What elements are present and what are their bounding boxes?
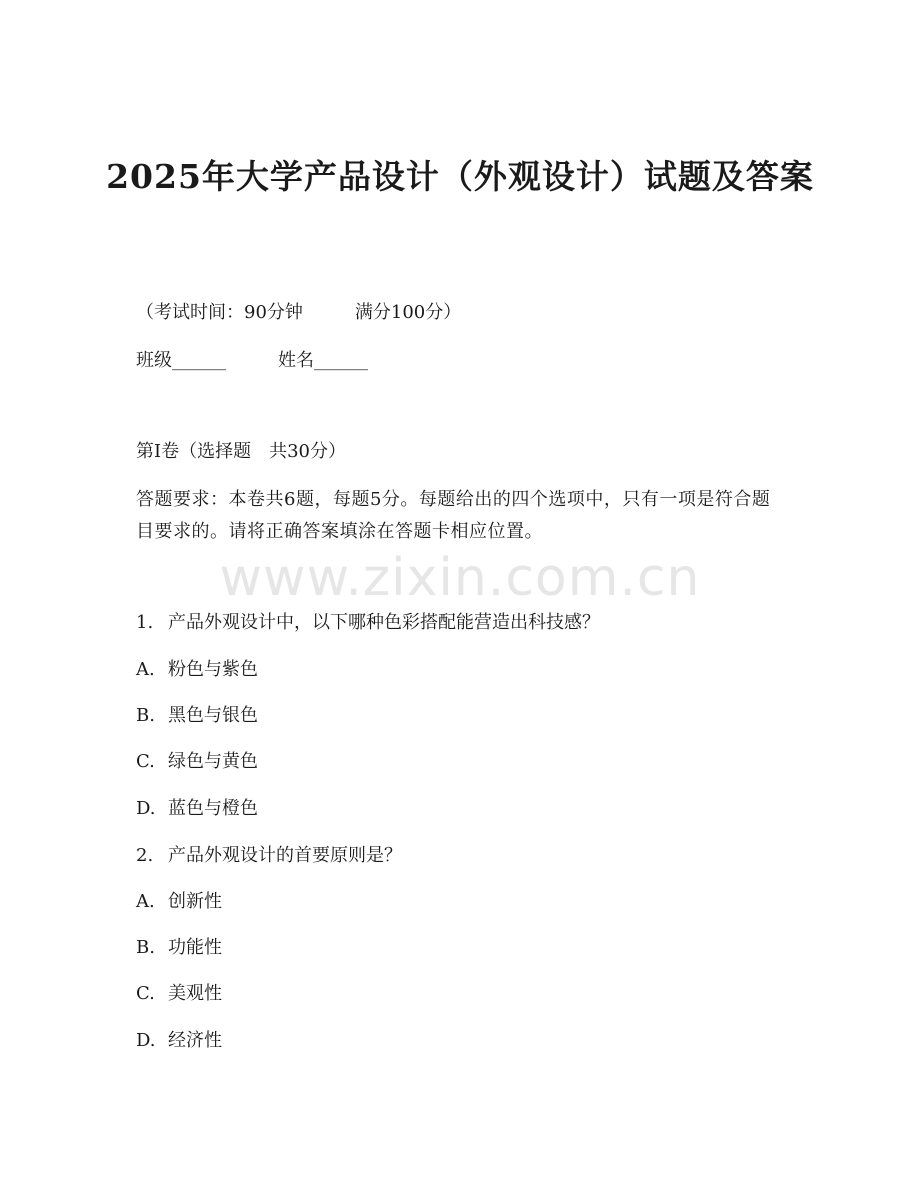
question-1-option-b xyxy=(136,702,258,730)
question-number: 1. xyxy=(136,612,154,633)
exam-full-score: 满分100分） xyxy=(354,302,462,323)
question-2-option-b xyxy=(136,934,222,962)
question-2 xyxy=(136,842,402,870)
student-info xyxy=(136,347,368,375)
name-field: 姓名______ xyxy=(278,350,368,371)
option-text: 绿色与黄色 xyxy=(168,751,258,772)
watermark: www.zixin.com.cn xyxy=(219,548,701,608)
exam-time: （考试时间：90分钟 xyxy=(136,302,303,323)
option-label: B. xyxy=(136,705,155,726)
option-label: A. xyxy=(136,891,155,912)
option-text: 蓝色与橙色 xyxy=(168,798,258,819)
option-text: 经济性 xyxy=(168,1030,222,1051)
question-1-option-a xyxy=(136,656,258,684)
question-2-option-c xyxy=(136,980,222,1008)
option-text: 美观性 xyxy=(168,983,222,1004)
option-label: D. xyxy=(136,798,156,819)
exam-info xyxy=(136,299,461,327)
section-instructions: 答题要求：本卷共6题，每题5分。每题给出的四个选项中，只有一项是符合题目要求的。请将正确答案填涂在答题卡相应位置。 xyxy=(136,489,771,542)
option-label: A. xyxy=(136,659,155,680)
question-number: 2. xyxy=(136,845,154,866)
option-label: B. xyxy=(136,937,155,958)
option-label: C. xyxy=(136,983,155,1004)
question-2-option-d xyxy=(136,1027,222,1055)
exam-title: 2025年大学产品设计（外观设计）试题及答案 xyxy=(106,157,814,196)
option-text: 创新性 xyxy=(168,891,222,912)
option-label: D. xyxy=(136,1030,156,1051)
question-1 xyxy=(136,609,600,637)
question-1-option-d xyxy=(136,795,258,823)
question-2-option-a xyxy=(136,888,222,916)
option-text: 黑色与银色 xyxy=(168,705,258,726)
class-field: 班级______ xyxy=(136,350,226,371)
question-text: 产品外观设计的首要原则是？ xyxy=(168,845,402,866)
option-label: C. xyxy=(136,751,155,772)
question-text: 产品外观设计中，以下哪种色彩搭配能营造出科技感？ xyxy=(168,612,600,633)
question-1-option-c xyxy=(136,748,258,776)
option-text: 粉色与紫色 xyxy=(168,659,258,680)
option-text: 功能性 xyxy=(168,937,222,958)
section-heading: 第I卷（选择题 共30分） xyxy=(136,441,347,462)
